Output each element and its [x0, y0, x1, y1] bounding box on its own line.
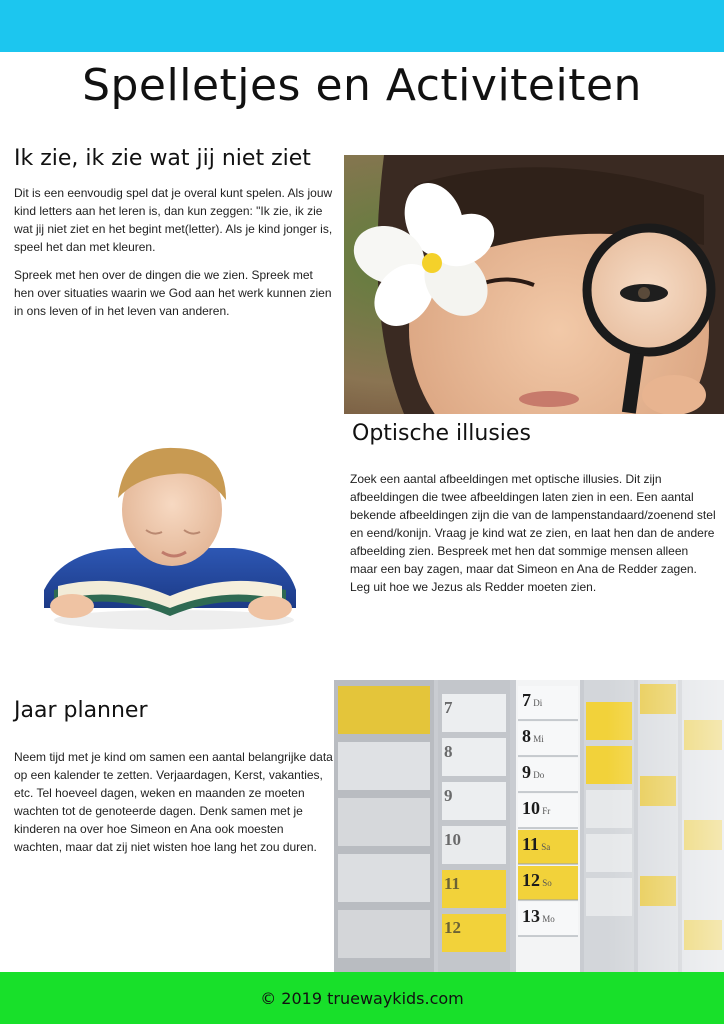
paragraph: Dit is een eenvoudig spel dat je overal kunt spelen. Als jouw kind letters aan het leren is, dan kun zeggen: "Ik zie, ik zie wat jij niet ziet en het begint met(letter). Als je kind jonger is, speel het dan met kleuren. — [14, 186, 333, 254]
calendar-day-abbr: Mi — [531, 734, 544, 744]
section-text-jaar-planner — [14, 748, 334, 866]
page-title: Spelletjes en Activiteiten — [82, 60, 642, 111]
calendar-day-number: 7 — [522, 690, 531, 710]
section-text-optische-illusies — [350, 470, 716, 606]
calendar-blurred-number: 9 — [444, 786, 453, 805]
calendar-day-number: 10 — [522, 798, 540, 818]
calendar-blurred-number: 12 — [444, 918, 461, 937]
paragraph: Spreek met hen over de dingen die we zien. Spreek met hen over situaties waarin we God aan het werk kunnen zien in ons leven of in het leven van anderen. — [14, 268, 332, 318]
calendar-day-label — [522, 834, 550, 855]
calendar-blurred-number: 11 — [444, 874, 461, 893]
calendar-day-number: 13 — [522, 906, 540, 926]
calendar-day-label — [522, 762, 544, 783]
calendar-day-label — [522, 906, 555, 927]
footer-copyright: © 2019 truewaykids.com — [260, 989, 464, 1008]
paragraph: Zoek een aantal afbeeldingen met optische illusies. Dit zijn afbeeldingen die twee afbeeldingen laten zien in een. Een aantal bekende afbeeldingen zijn die van de lampenstandaard/zoenend stel en eend/konijn. Vraag je kind wat ze zien, en laat hen dan de andere afbeelding zien. Bespreek met hen dat sommige mensen alleen maar een bay zagen, maar dat Simeon en Ana de Redder zagen. Leg uit hoe we Jezus als Redder moeten zien. — [350, 472, 716, 594]
section-heading-optische-illusies: Optische illusies — [352, 421, 531, 446]
calendar-day-abbr: Sa — [539, 842, 551, 852]
calendar-day-label — [522, 798, 550, 819]
calendar-day-abbr: Fr — [540, 806, 551, 816]
calendar-day-abbr: Di — [531, 698, 543, 708]
calendar-day-label — [522, 726, 544, 747]
section-text-ik-zie — [14, 184, 334, 330]
calendar-blurred-number: 8 — [444, 742, 453, 761]
calendar-day-number: 8 — [522, 726, 531, 746]
section-heading-jaar-planner: Jaar planner — [14, 698, 148, 723]
calendar-blurred-number: 10 — [444, 830, 461, 849]
boy-reading-photo — [34, 440, 306, 640]
calendar-blurred-number: 7 — [444, 698, 453, 717]
paragraph: Neem tijd met je kind om samen een aantal belangrijke data op een kalender te zetten. Verjaardagen, Kerst, vakanties, etc. Tel hoeveel dagen, weken en maanden ze moeten wachten tot de genoteerde dagen. Denk samen met je kinderen na over hoe Simeon en Ana ook moesten wachten, maar dat zij niet wisten hoe lang het zou duren. — [14, 750, 333, 854]
calendar-day-abbr: So — [540, 878, 552, 888]
calendar-day-label — [522, 690, 542, 711]
calendar-photo — [334, 680, 724, 972]
section-heading-ik-zie: Ik zie, ik zie wat jij niet ziet — [14, 146, 311, 171]
calendar-day-number: 11 — [522, 834, 540, 854]
top-color-bar — [0, 0, 724, 52]
calendar-day-abbr: Mo — [540, 914, 555, 924]
calendar-day-number: 12 — [522, 870, 540, 890]
calendar-day-label — [522, 870, 552, 891]
girl-magnifier-photo — [344, 155, 724, 414]
calendar-day-number: 9 — [522, 762, 531, 782]
calendar-day-abbr: Do — [531, 770, 545, 780]
